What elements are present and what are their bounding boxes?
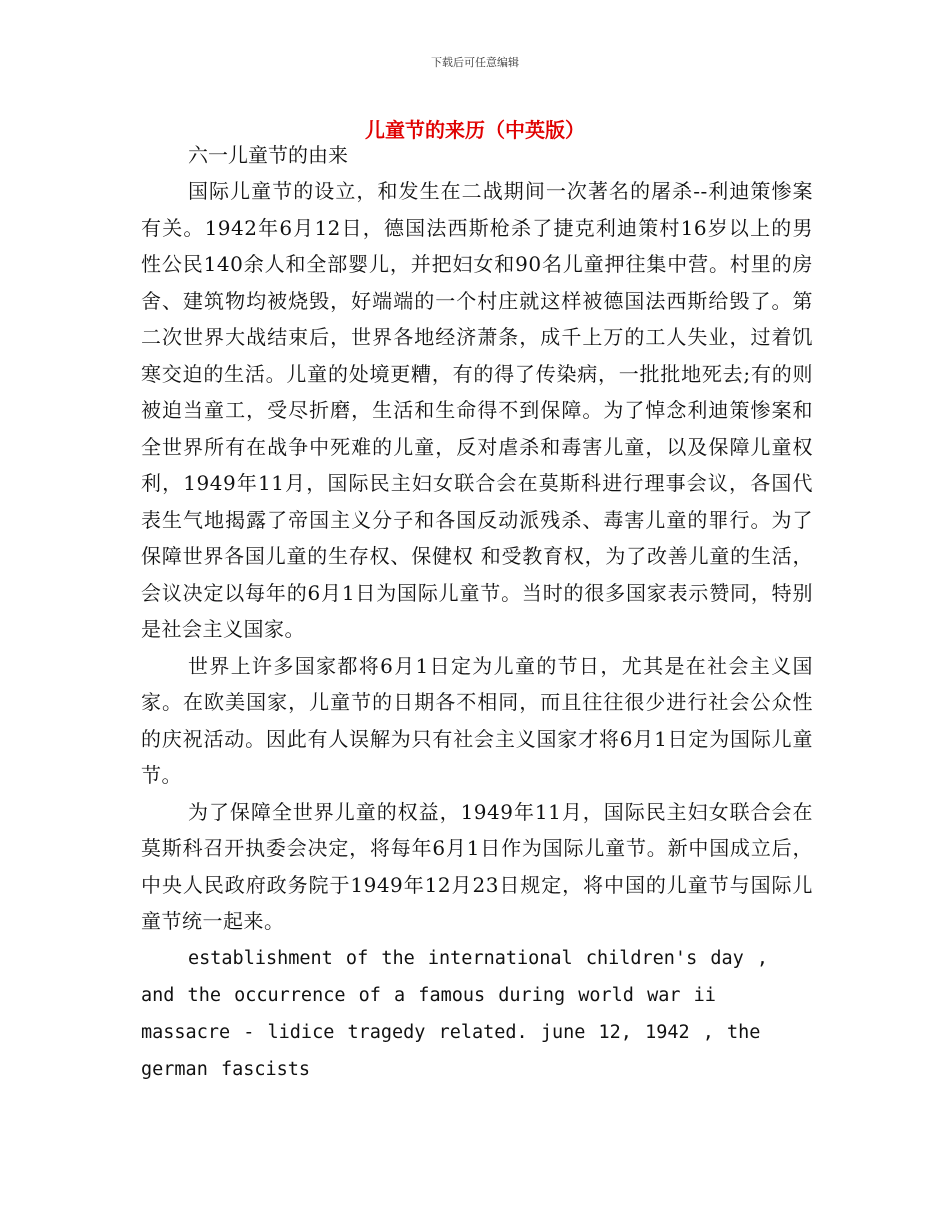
paragraph-english: establishment of the international children's day , and the occurrence of a famous during world war ii massacre - lidice tragedy related. june 12, 1942 , the german fascists: [141, 947, 769, 1080]
document-body: [141, 137, 813, 1088]
subheading: 六一儿童节的由来: [188, 143, 348, 167]
page-title: 儿童节的来历（中英版）: [365, 118, 585, 142]
paragraph-origin: 国际儿童节的设立，和发生在二战期间一次著名的屠杀--利迪策惨案有关。1942年6月12日，德国法西斯枪杀了捷克利迪策村16岁以上的男性公民140余人和全部婴儿，并把妇女和90名儿童押往集中营。村里的房舍、建筑物均被烧毁，好端端的一个村庄就这样被德国法西斯给毁了。第二次世界大战结束后，世界各地经济萧条，成千上万的工人失业，过着饥寒交迫的生活。儿童的处境更糟，有的得了传染病，一批批地死去;有的则被迫当童工，受尽折磨，生活和生命得不到保障。为了悼念利迪策惨案和全世界所有在战争中死难的儿童，反对虐杀和毒害儿童，以及保障儿童权利，1949年11月，国际民主妇女联合会在莫斯科进行理事会议，各国代表生气地揭露了帝国主义分子和各国反动派残杀、毒害儿童的罪行。为了保障世界各国儿童的生存权、保健权 和受教育权，为了改善儿童的生活，会议决定以每年的6月1日为国际儿童节。当时的很多国家表示赞同，特别是社会主义国家。: [141, 179, 813, 641]
paragraph-china: 为了保障全世界儿童的权益，1949年11月，国际民主妇女联合会在莫斯科召开执委会决定，将每年6月1日作为国际儿童节。新中国成立后，中央人民政府政务院于1949年12月23日规定，将中国的儿童节与国际儿童节统一起来。: [141, 799, 813, 933]
header-note: 下载后可任意编辑: [431, 56, 519, 69]
paragraph-countries: 世界上许多国家都将6月1日定为儿童的节日，尤其是在社会主义国家。在欧美国家，儿童节的日期各不相同，而且往往很少进行社会公众性的庆祝活动。因此有人误解为只有社会主义国家才将6月1日定为国际儿童节。: [141, 653, 813, 787]
